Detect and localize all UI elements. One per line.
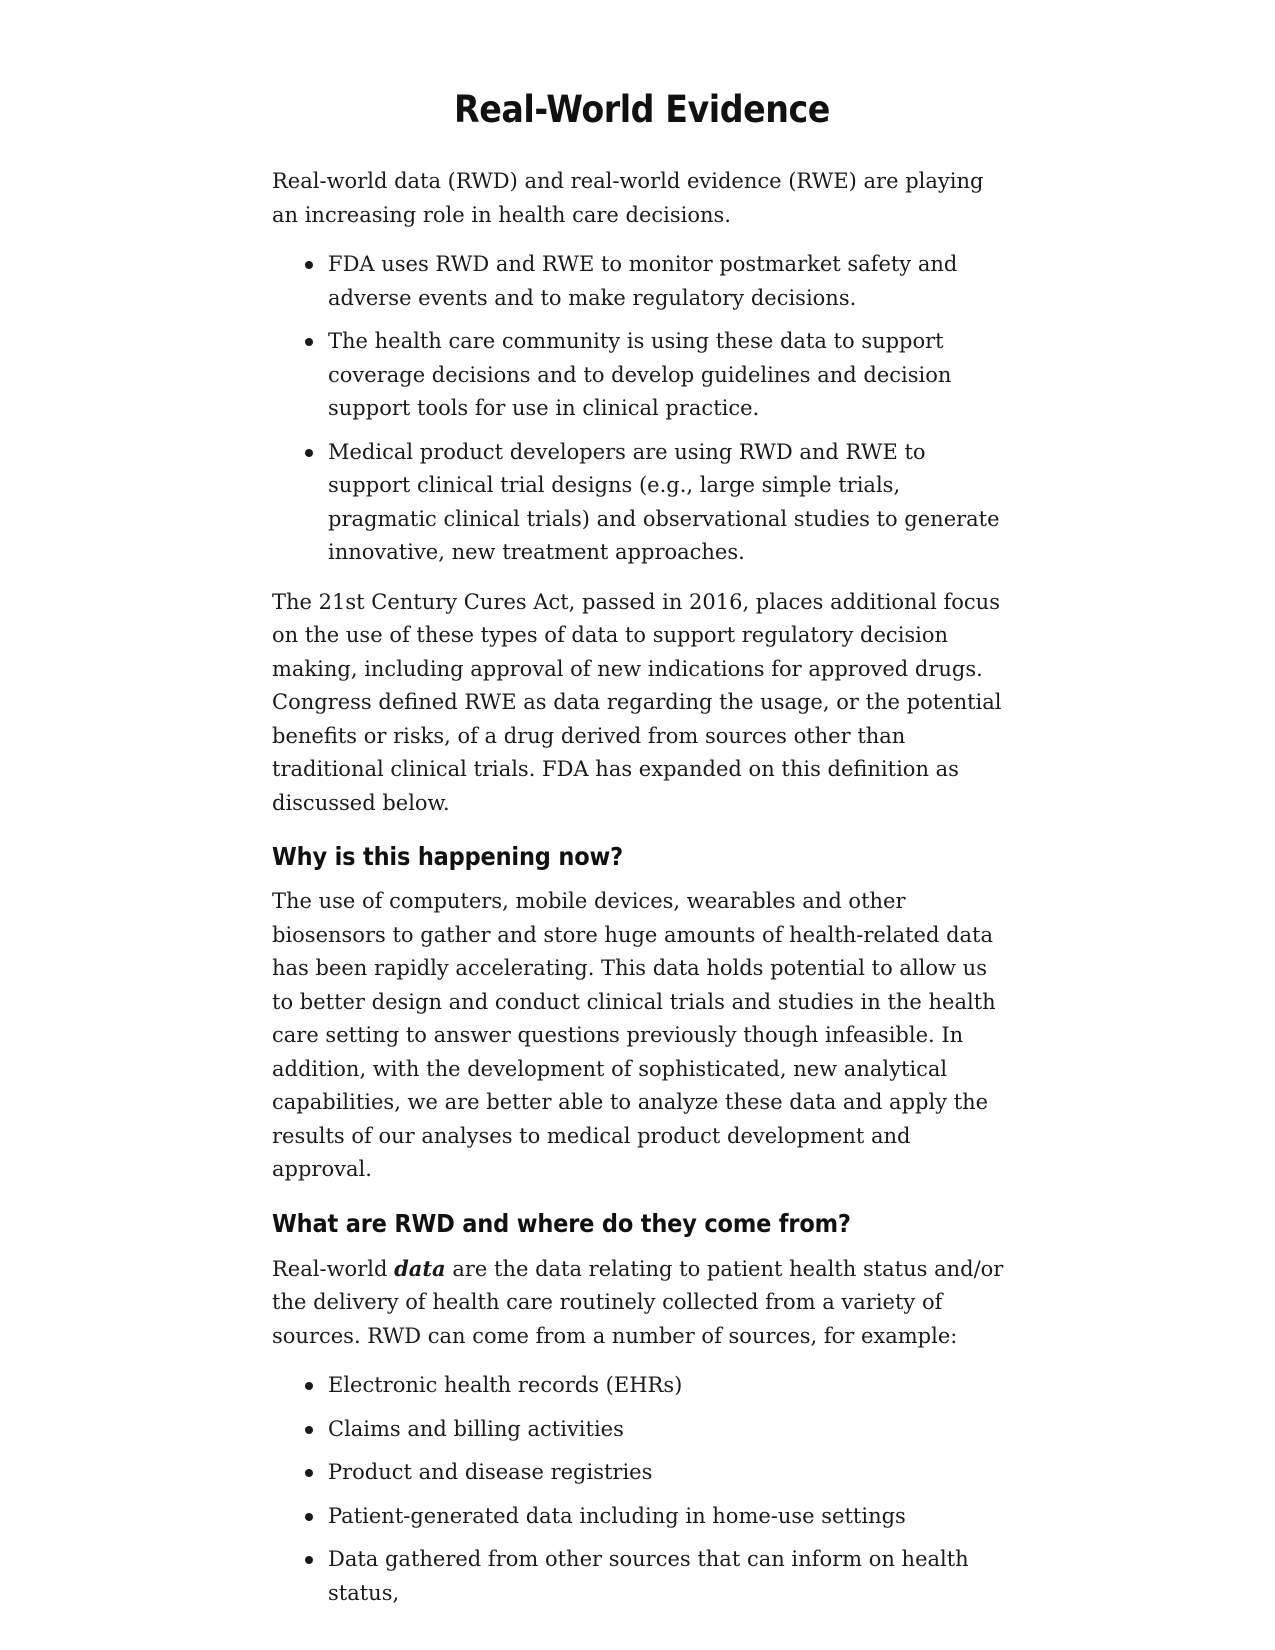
list-item [272, 248, 1012, 315]
list-item-text: Medical product developers are using RWD and RWE to support clinical trial designs (e.g., large simple trials, pragmatic clinical trials) and observational studies to generate innovative, new treatment approaches. [328, 439, 1000, 564]
list-item-text: Claims and billing activities [328, 1416, 624, 1441]
rwd-paragraph [272, 1252, 1012, 1354]
bullet-icon [305, 449, 313, 457]
list-item-text: Product and disease registries [328, 1460, 653, 1484]
document-page [272, 88, 1012, 1626]
rwd-body-emphasis: data [394, 1255, 446, 1281]
list-item-text: FDA uses RWD and RWE to monitor postmarket safety and adverse events and to make regulatory decisions. [328, 252, 958, 310]
page-title: Real-World Evidence [454, 88, 830, 131]
bullet-icon [305, 261, 313, 269]
list-item-text: Electronic health records (EHRs) [328, 1373, 683, 1397]
list-item-text: The health care community is using these data to support coverage decisions and to develop guidelines and decision support tools for use in clinical practice. [328, 329, 952, 420]
section-heading-rwd: What are RWD and where do they come from? [272, 1208, 851, 1238]
bullet-icon [305, 1382, 313, 1390]
why-paragraph: The use of computers, mobile devices, wearables and other biosensors to gather and store huge amounts of health-related data has been rapidly accelerating. This data holds potential to allow us to better design and conduct clinical trials and studies in the health care setting to answer questions previously though infeasible. In addition, with the development of sophisticated, new analytical capabilities, we are better able to analyze these data and apply the results of our analyses to medical product development and approval. [272, 889, 996, 1181]
rwd-body-suffix: are the data relating to patient health status and/or the delivery of health care routinely collected from a variety of sources. RWD can come from a number of sources, for example: [272, 1256, 1004, 1348]
bullet-icon [305, 338, 313, 346]
list-item [272, 1456, 1012, 1490]
intro-bullet-list [272, 248, 1012, 570]
bullet-icon [305, 1513, 313, 1521]
list-item [272, 1543, 1012, 1610]
cures-act-paragraph: The 21st Century Cures Act, passed in 2016, places additional focus on the use of these types of data to support regulatory decision making, including approval of new indications for approved drugs. Congress defined RWE as data regarding the usage, or the potential benefits or risks, of a drug derived from sources other than traditional clinical trials. FDA has expanded on this definition as discussed below. [272, 589, 1002, 815]
list-item-text: Patient-generated data including in home-use settings [328, 1503, 906, 1528]
bullet-icon [305, 1469, 313, 1477]
bullet-icon [305, 1426, 313, 1434]
list-item [272, 1500, 1012, 1534]
bullet-icon [305, 1556, 313, 1564]
list-item [272, 436, 1012, 570]
intro-paragraph: Real-world data (RWD) and real-world evidence (RWE) are playing an increasing role in health care decisions. [272, 169, 984, 227]
list-item [272, 1413, 1012, 1447]
list-item [272, 1369, 1012, 1403]
section-heading-why: Why is this happening now? [272, 842, 623, 871]
rwd-body-prefix: Real-world [272, 1256, 395, 1281]
list-item [272, 325, 1012, 426]
list-item-text: Data gathered from other sources that can inform on health status, [328, 1547, 969, 1605]
rwd-sources-list [272, 1369, 1012, 1610]
